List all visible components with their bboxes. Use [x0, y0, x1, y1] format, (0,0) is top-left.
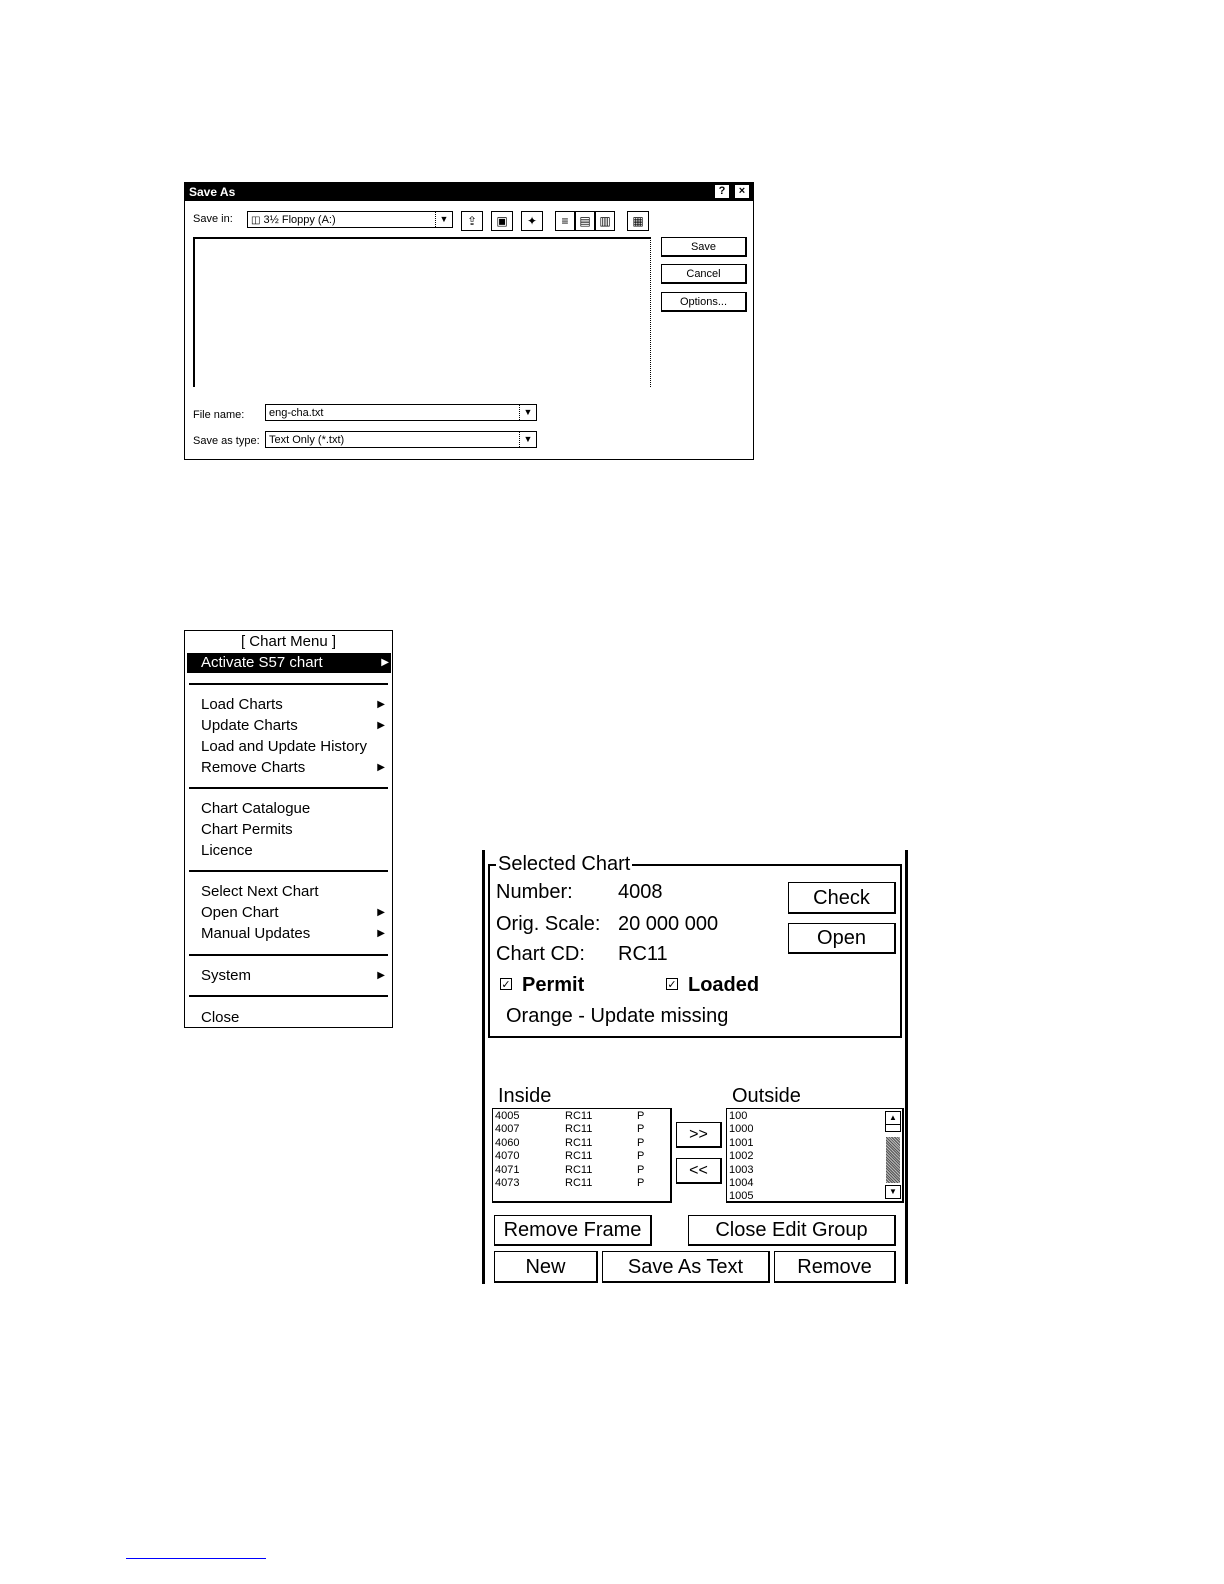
move-right-button[interactable]: >>	[676, 1122, 722, 1148]
save-as-text-button[interactable]: Save As Text	[602, 1251, 770, 1283]
submenu-arrow-icon: ▶	[377, 928, 385, 939]
outside-rows	[729, 1110, 900, 1203]
submenu-arrow-icon: ▶	[377, 699, 385, 710]
selected-chart-panel	[482, 850, 908, 1284]
menu-item-licence[interactable]	[201, 841, 387, 861]
floppy-drive-icon: ◫	[251, 215, 261, 226]
menu-item-remove-charts[interactable]	[201, 758, 387, 778]
properties-view-icon[interactable]: ▥	[595, 211, 615, 231]
menu-item-label: Close	[201, 1009, 240, 1026]
menu-item-label: Manual Updates	[201, 925, 311, 942]
inside-list-cell: 4073	[495, 1176, 520, 1189]
submenu-arrow-icon: ▶	[377, 720, 385, 731]
inside-list-cell: RC11	[565, 1163, 593, 1176]
orig-scale-value: 20 000 000	[618, 913, 719, 935]
remove-button[interactable]: Remove	[774, 1251, 896, 1283]
orig-scale-label: Orig. Scale:	[496, 913, 601, 935]
menu-item-open-chart[interactable]	[201, 903, 387, 923]
menu-item-close[interactable]	[201, 1008, 387, 1028]
inside-list-cell: RC11	[565, 1123, 593, 1136]
menu-item-system[interactable]	[201, 966, 387, 986]
loaded-checkbox[interactable]: ✓	[667, 979, 677, 991]
submenu-arrow-icon: ▶	[377, 762, 385, 773]
dialog-titlebar	[185, 183, 753, 201]
outside-list-row[interactable]: 1002	[729, 1150, 754, 1163]
dialog-title: Save As	[189, 185, 236, 199]
inside-list-cell: 4071	[495, 1163, 520, 1176]
new-button[interactable]: New	[494, 1251, 598, 1283]
menu-item-chart-catalogue[interactable]	[201, 799, 387, 819]
close-button[interactable]: ×	[735, 185, 749, 198]
outside-list-row[interactable]: 1004	[729, 1176, 754, 1189]
inside-list-row[interactable]	[495, 1177, 668, 1190]
inside-list-cell: RC11	[565, 1110, 593, 1122]
save-as-type-label: Save as type:	[193, 435, 260, 447]
selected-chart-group	[488, 864, 902, 1038]
inside-list-cell: P	[637, 1163, 645, 1176]
inside-list-row[interactable]	[495, 1110, 668, 1123]
inside-list-cell: 4060	[495, 1136, 520, 1149]
menu-item-manual-updates[interactable]	[201, 924, 387, 944]
menu-item-label: Open Chart	[201, 904, 279, 921]
save-as-dialog	[184, 182, 754, 460]
cancel-button[interactable]: Cancel	[661, 264, 747, 284]
menu-separator	[189, 870, 388, 872]
outside-list-row[interactable]: 1000	[729, 1123, 754, 1136]
inside-list-cell: P	[637, 1136, 645, 1149]
move-left-button[interactable]: <<	[676, 1158, 722, 1184]
remove-frame-button[interactable]: Remove Frame	[494, 1215, 652, 1246]
menu-item-label: Load and Update History	[201, 738, 367, 755]
inside-list-cell: 4007	[495, 1123, 520, 1136]
menu-item-label: Activate S57 chart	[201, 654, 323, 671]
permit-label: Permit	[522, 974, 585, 996]
inside-list-row[interactable]	[495, 1123, 668, 1136]
menu-separator	[189, 683, 388, 685]
menu-item-label: Update Charts	[201, 717, 298, 734]
chart-cd-label: Chart CD:	[496, 943, 585, 965]
chart-cd-value: RC11	[618, 943, 668, 965]
outside-label: Outside	[732, 1085, 801, 1107]
menu-item-select-next-chart[interactable]	[201, 882, 387, 902]
panel-border-right	[905, 850, 908, 1284]
selected-chart-title: Selected Chart	[498, 853, 631, 875]
chevron-down-icon: ▼	[519, 432, 536, 447]
chevron-down-icon: ▼	[519, 405, 536, 420]
menu-item-label: Remove Charts	[201, 759, 306, 776]
new-folder-icon[interactable]: ✦	[521, 211, 543, 231]
inside-list-cell: P	[637, 1123, 645, 1136]
check-button[interactable]: Check	[788, 882, 896, 914]
inside-list-cell: RC11	[565, 1176, 593, 1189]
number-value: 4008	[618, 881, 663, 903]
open-button[interactable]: Open	[788, 923, 896, 954]
menu-item-label: System	[201, 967, 252, 984]
inside-list-cell: P	[637, 1176, 645, 1189]
scroll-thumb[interactable]	[886, 1137, 900, 1183]
inside-list-cell: RC11	[565, 1136, 593, 1149]
outside-list[interactable]	[726, 1108, 904, 1203]
menu-item-label: Chart Permits	[201, 821, 293, 838]
file-name-input[interactable]	[265, 404, 537, 421]
loaded-label: Loaded	[688, 974, 760, 996]
file-name-value: eng-cha.txt	[269, 407, 324, 419]
save-button[interactable]: Save	[661, 237, 747, 257]
close-edit-group-button[interactable]: Close Edit Group	[688, 1215, 896, 1246]
save-as-type-value: Text Only (*.txt)	[269, 434, 345, 446]
preview-icon[interactable]: ▦	[627, 211, 649, 231]
menu-item-activate-s57-chart[interactable]	[187, 653, 391, 673]
scroll-down-icon[interactable]: ▼	[885, 1185, 901, 1199]
chart-menu	[184, 630, 393, 1028]
save-in-dropdown[interactable]	[247, 211, 453, 228]
menu-item-chart-permits[interactable]	[201, 820, 387, 840]
menu-item-label: Licence	[201, 842, 253, 859]
footnote-divider	[126, 1558, 266, 1559]
options-button[interactable]: Options...	[661, 292, 747, 312]
number-label: Number:	[496, 881, 573, 903]
help-button[interactable]: ?	[715, 185, 729, 198]
inside-list-cell: RC11	[565, 1150, 593, 1163]
submenu-arrow-icon: ▶	[381, 657, 389, 668]
permit-checkbox[interactable]: ✓	[501, 979, 511, 991]
scroll-up-icon[interactable]: ▲	[885, 1111, 901, 1125]
save-as-type-dropdown[interactable]	[265, 431, 537, 448]
inside-label: Inside	[498, 1085, 552, 1107]
inside-list-cell: P	[637, 1150, 645, 1163]
inside-list-cell: P	[637, 1110, 645, 1122]
inside-list-row[interactable]	[495, 1164, 668, 1177]
chart-menu-title: [ Chart Menu ]	[240, 633, 337, 650]
menu-item-load-charts[interactable]	[201, 695, 387, 715]
panel-border-left	[482, 850, 485, 1284]
menu-separator	[189, 954, 388, 956]
menu-item-load-and-update-history[interactable]	[201, 737, 387, 757]
file-name-label: File name:	[193, 409, 245, 421]
file-list[interactable]	[193, 237, 651, 387]
inside-list-row[interactable]	[495, 1137, 668, 1150]
chart-status-text: Orange - Update missing	[506, 1005, 729, 1027]
menu-separator	[189, 787, 388, 789]
outside-scrollbar[interactable]	[885, 1111, 901, 1199]
save-in-value: 3½ Floppy (A:)	[263, 214, 336, 226]
menu-separator	[189, 995, 388, 997]
menu-item-label: Select Next Chart	[201, 883, 319, 900]
inside-list-cell: 4005	[495, 1110, 520, 1122]
menu-item-update-charts[interactable]	[201, 716, 387, 736]
chevron-down-icon: ▼	[435, 212, 452, 227]
outside-list-row[interactable]: 1003	[729, 1163, 754, 1176]
details-view-icon[interactable]: ▤	[575, 211, 595, 231]
inside-list[interactable]	[492, 1108, 672, 1203]
scroll-track[interactable]	[885, 1124, 901, 1132]
submenu-arrow-icon: ▶	[377, 970, 385, 981]
outside-list-row[interactable]: 1001	[729, 1136, 754, 1149]
menu-item-label: Chart Catalogue	[201, 800, 311, 817]
menu-item-label: Load Charts	[201, 696, 283, 713]
desktop-icon[interactable]: ▣	[491, 211, 513, 231]
outside-list-row[interactable]: 100	[729, 1110, 748, 1122]
submenu-arrow-icon: ▶	[377, 907, 385, 918]
inside-list-cell: 4070	[495, 1150, 520, 1163]
save-in-label: Save in:	[193, 213, 233, 225]
list-view-icon[interactable]: ≡	[555, 211, 575, 231]
up-one-level-icon[interactable]: ⇪	[461, 211, 483, 231]
outside-list-row[interactable]: 1005	[729, 1190, 754, 1203]
inside-list-row[interactable]	[495, 1150, 668, 1163]
